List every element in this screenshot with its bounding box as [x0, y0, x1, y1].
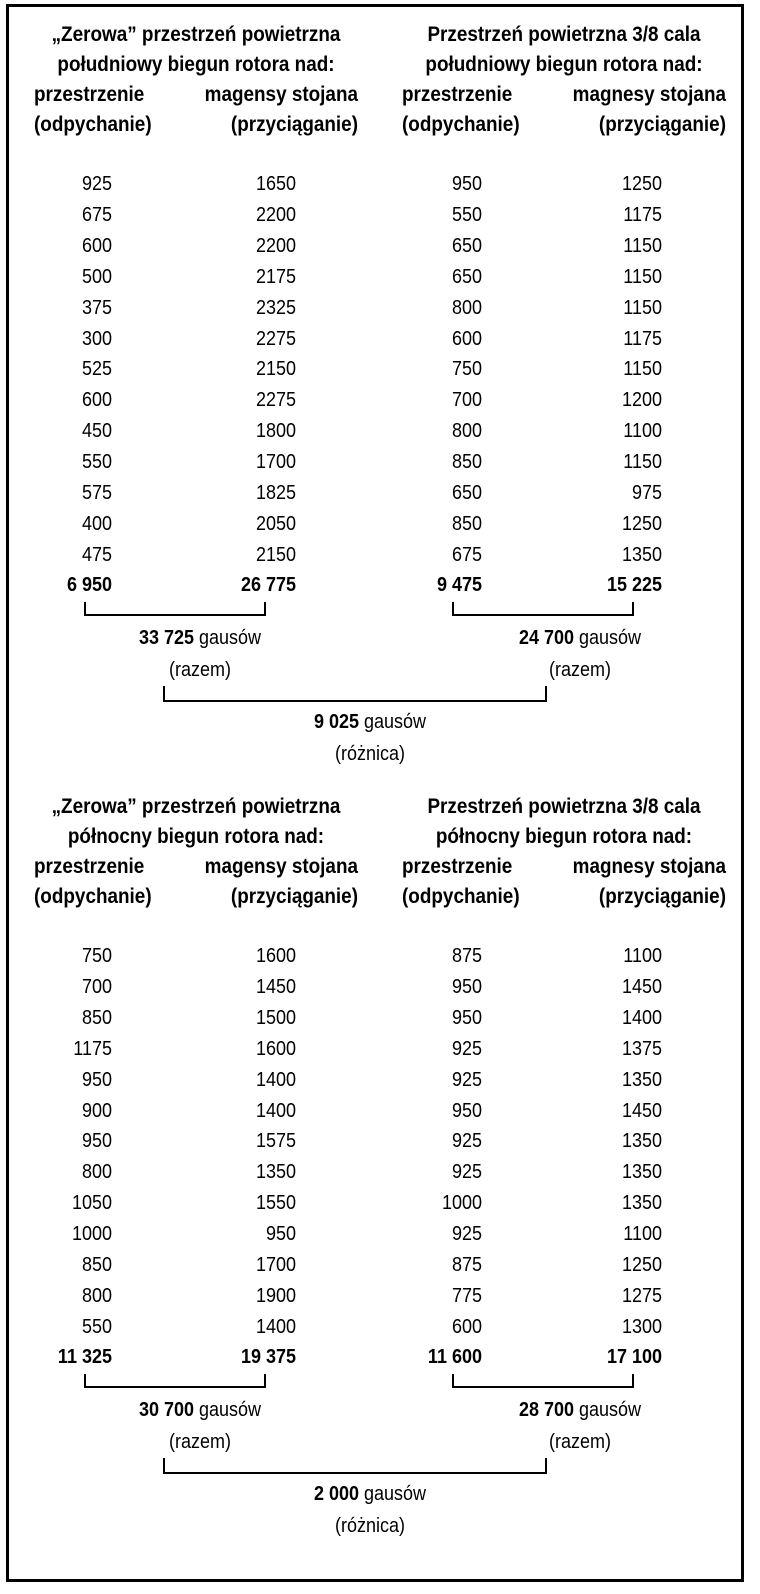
table-cell: 800: [81, 1161, 112, 1184]
column-heading: (przyciąganie): [230, 885, 358, 908]
left-sum-unit: gausów: [199, 627, 262, 649]
left-header-subheads: [34, 110, 358, 140]
left-sum-note: (razem): [168, 659, 231, 681]
table-cell: 2275: [255, 327, 296, 350]
column-heading: (przyciąganie): [598, 885, 726, 908]
left-sum-value-line: [101, 622, 299, 654]
table-cell: 2050: [255, 512, 296, 535]
column-total: 6 950: [66, 574, 112, 596]
table-cell: 2325: [255, 296, 296, 319]
table-cell: 800: [451, 420, 482, 443]
difference-bracket: [163, 686, 547, 702]
column-total: 17 100: [606, 1346, 662, 1368]
column-total: 15 225: [606, 574, 662, 596]
table-cell: 950: [451, 173, 482, 195]
table-cell: 1000: [71, 1223, 112, 1246]
table-cell: 1400: [255, 1068, 296, 1091]
table-cell: 1150: [623, 265, 662, 288]
column-heading: magensy stojana: [204, 83, 358, 106]
table-cell: 875: [451, 945, 482, 967]
left-sum-value: 33 725: [138, 627, 194, 649]
table-cell: 850: [81, 1006, 112, 1029]
table-cell: 475: [81, 543, 112, 566]
difference-value: 9 025: [313, 711, 360, 733]
table-cell: 950: [265, 1223, 296, 1246]
column-heading: (przyciąganie): [598, 113, 726, 136]
left-header-line: północny biegun rotora nad:: [67, 825, 325, 848]
table-cell: 1350: [621, 1130, 662, 1153]
right-sum: [481, 1394, 679, 1458]
table-cell: 650: [451, 234, 482, 257]
table-cell: 850: [451, 451, 482, 474]
right-sum-unit: gausów: [579, 627, 642, 649]
difference-note: (różnica): [334, 1515, 406, 1537]
table-cell: 925: [451, 1161, 482, 1184]
table-cell: 1700: [255, 451, 296, 474]
left-header-line: południowy biegun rotora nad:: [57, 53, 335, 76]
table-cell: 750: [451, 358, 482, 381]
table-cell: 1350: [621, 543, 662, 566]
difference-value-line: [271, 706, 469, 738]
column-heading: magensy stojana: [204, 855, 358, 878]
table-cell: 1150: [623, 451, 662, 474]
table-cell: 1825: [255, 482, 296, 504]
right-header-subheads: [402, 882, 726, 912]
table-cell: 900: [81, 1099, 112, 1122]
table-cell: 650: [451, 265, 482, 288]
table-cell: 800: [81, 1284, 112, 1307]
left-header-line: „Zerowa” przestrzeń powietrzna: [51, 795, 341, 818]
table-cell: 925: [451, 1037, 482, 1060]
right-sum-unit: gausów: [579, 1399, 642, 1421]
right-header: [402, 792, 726, 912]
table-cell: 775: [451, 1284, 482, 1307]
table-cell: 1000: [441, 1192, 482, 1215]
right-sum: [481, 622, 679, 686]
right-header-line: południowy biegun rotora nad:: [425, 53, 703, 76]
column-heading: (odpychanie): [34, 113, 152, 136]
table-cell: 600: [81, 234, 112, 257]
difference-note: (różnica): [334, 743, 406, 765]
column-heading: przestrzenie: [34, 855, 145, 878]
table-cell: 1350: [621, 1068, 662, 1091]
table-cell: 925: [81, 173, 112, 195]
table-cell: 700: [451, 389, 482, 412]
right-header-subheads: [402, 80, 726, 110]
table-cell: 525: [81, 358, 112, 381]
right-sum-value-line: [481, 1394, 679, 1426]
column-heading: przestrzenie: [402, 855, 513, 878]
total-bracket: [452, 602, 634, 616]
difference-unit: gausów: [364, 711, 427, 733]
table-cell: 500: [81, 265, 112, 288]
table-cell: 1350: [621, 1161, 662, 1184]
right-header-line: Przestrzeń powietrzna 3/8 cala: [427, 23, 701, 46]
table-cell: 1175: [623, 327, 662, 350]
difference-unit: gausów: [364, 1483, 427, 1505]
table-cell: 2200: [255, 234, 296, 257]
table-cell: 1200: [621, 389, 662, 412]
left-sum-value: 30 700: [138, 1399, 194, 1421]
table-cell: 1450: [621, 975, 662, 998]
right-header-line: Przestrzeń powietrzna 3/8 cala: [427, 795, 701, 818]
table-cell: 1350: [621, 1192, 662, 1215]
table-cell: 1300: [621, 1315, 662, 1338]
table-cell: 1150: [623, 358, 662, 381]
table-cell: 650: [451, 482, 482, 504]
table-cell: 850: [81, 1254, 112, 1276]
difference-value: 2 000: [313, 1483, 360, 1505]
table-cell: 2150: [255, 358, 296, 381]
column-total: 11 600: [427, 1346, 482, 1368]
table-cell: 950: [451, 1099, 482, 1122]
table-cell: 375: [81, 296, 112, 319]
column-total: 11 325: [57, 1346, 112, 1368]
table-cell: 1175: [73, 1037, 112, 1060]
table-cell: 1250: [621, 1254, 662, 1276]
table-cell: 1175: [623, 203, 662, 226]
right-sum-value-line: [481, 622, 679, 654]
table-cell: 950: [81, 1130, 112, 1153]
right-sum-value: 24 700: [518, 627, 574, 649]
table-cell: 550: [81, 1315, 112, 1338]
difference-value-line: [271, 1478, 469, 1510]
left-sum-value-line: [101, 1394, 299, 1426]
table-cell: 1100: [623, 420, 662, 443]
table-cell: 1650: [255, 173, 296, 195]
column-heading: przestrzenie: [402, 83, 513, 106]
total-bracket: [84, 1374, 266, 1388]
table-cell: 1500: [255, 1006, 296, 1029]
table-cell: 875: [451, 1254, 482, 1276]
table-cell: 1900: [255, 1284, 296, 1307]
table-cell: 700: [81, 975, 112, 998]
column-heading: (odpychanie): [34, 885, 152, 908]
table-cell: 1050: [71, 1192, 112, 1215]
table-cell: 400: [81, 512, 112, 535]
table-cell: 1450: [621, 1099, 662, 1122]
table-cell: 1375: [621, 1037, 662, 1060]
column-total: 19 375: [240, 1346, 296, 1368]
table-cell: 600: [451, 1315, 482, 1338]
left-header-line: „Zerowa” przestrzeń powietrzna: [51, 23, 341, 46]
left-sum: [101, 1394, 299, 1458]
table-cell: 1275: [621, 1284, 662, 1307]
table-cell: 950: [451, 1006, 482, 1029]
right-header-subheads: [402, 110, 726, 140]
difference: [271, 706, 469, 770]
table-cell: 1800: [255, 420, 296, 443]
table-cell: 1400: [621, 1006, 662, 1029]
total-bracket: [452, 1374, 634, 1388]
right-sum-note: (razem): [548, 659, 611, 681]
table-cell: 1700: [255, 1254, 296, 1276]
table-cell: 1250: [621, 512, 662, 535]
left-sum-unit: gausów: [199, 1399, 262, 1421]
table-cell: 600: [81, 389, 112, 412]
table-cell: 1450: [255, 975, 296, 998]
right-header: [402, 20, 726, 140]
table-cell: 1600: [255, 945, 296, 967]
table-cell: 575: [81, 482, 112, 504]
left-sum-note: (razem): [168, 1431, 231, 1453]
table-cell: 950: [451, 975, 482, 998]
column-heading: (przyciąganie): [230, 113, 358, 136]
table-cell: 1150: [623, 234, 662, 257]
right-sum-note: (razem): [548, 1431, 611, 1453]
total-bracket: [84, 602, 266, 616]
right-header-subheads: [402, 852, 726, 882]
difference-bracket: [163, 1458, 547, 1474]
table-cell: 1100: [623, 945, 662, 967]
table-cell: 800: [451, 296, 482, 319]
table-cell: 925: [451, 1223, 482, 1246]
table-cell: 1100: [623, 1223, 662, 1246]
table-cell: 850: [451, 512, 482, 535]
table-cell: 675: [81, 203, 112, 226]
table-cell: 2200: [255, 203, 296, 226]
table-cell: 1350: [255, 1161, 296, 1184]
table-cell: 750: [81, 945, 112, 967]
table-cell: 1400: [255, 1099, 296, 1122]
table-cell: 1600: [255, 1037, 296, 1060]
table-cell: 2275: [255, 389, 296, 412]
left-header: [34, 792, 358, 912]
table-cell: 1150: [623, 296, 662, 319]
table-cell: 1550: [255, 1192, 296, 1215]
table-cell: 550: [451, 203, 482, 226]
table-cell: 925: [451, 1130, 482, 1153]
left-header-subheads: [34, 882, 358, 912]
table-cell: 600: [451, 327, 482, 350]
table-cell: 1400: [255, 1315, 296, 1338]
right-sum-value: 28 700: [518, 1399, 574, 1421]
column-heading: (odpychanie): [402, 113, 520, 136]
column-heading: przestrzenie: [34, 83, 145, 106]
left-header-subheads: [34, 80, 358, 110]
table-cell: 300: [81, 327, 112, 350]
column-total: 9 475: [436, 574, 482, 596]
column-heading: magnesy stojana: [572, 83, 726, 106]
table-cell: 2150: [255, 543, 296, 566]
difference: [271, 1478, 469, 1542]
left-header: [34, 20, 358, 140]
table-cell: 1250: [621, 173, 662, 195]
column-heading: (odpychanie): [402, 885, 520, 908]
left-header-subheads: [34, 852, 358, 882]
right-header-line: północny biegun rotora nad:: [435, 825, 693, 848]
table-cell: 950: [81, 1068, 112, 1091]
table-cell: 675: [451, 543, 482, 566]
table-cell: 925: [451, 1068, 482, 1091]
column-heading: magnesy stojana: [572, 855, 726, 878]
table-cell: 2175: [255, 265, 296, 288]
table-cell: 1575: [255, 1130, 296, 1153]
table-cell: 450: [81, 420, 112, 443]
left-sum: [101, 622, 299, 686]
table-cell: 550: [81, 451, 112, 474]
column-total: 26 775: [240, 574, 296, 596]
table-cell: 975: [631, 482, 662, 504]
